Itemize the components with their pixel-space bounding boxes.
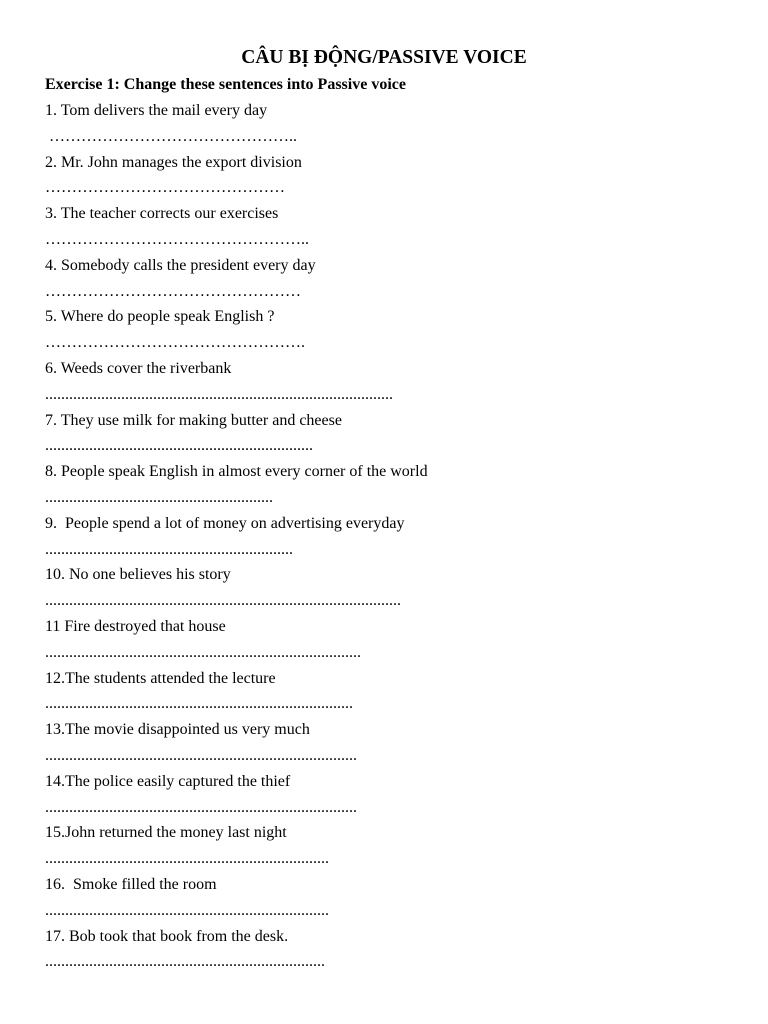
question-sentence: 16. Smoke filled the room — [45, 875, 217, 893]
exercise-item — [45, 98, 735, 150]
question-sentence: 9. People spend a lot of money on advertising everyday — [45, 514, 405, 532]
answer-blank-line: ....................................................................... — [45, 901, 329, 919]
worksheet-page — [45, 44, 735, 975]
exercise-item — [45, 511, 735, 563]
exercise-item — [45, 408, 735, 460]
question-sentence: 12.The students attended the lecture — [45, 669, 276, 687]
answer-blank-line: ...................................................................... — [45, 953, 325, 971]
answer-blank-line: ………………………………………….. — [45, 230, 309, 248]
question-sentence: 1. Tom delivers the mail every day — [45, 102, 268, 119]
exercise-item — [45, 924, 735, 976]
answer-blank-line: ……………………………………….. — [45, 127, 297, 145]
exercise-item — [45, 769, 735, 821]
answer-blank-line: ............................................................................. — [45, 695, 353, 713]
exercise-item — [45, 666, 735, 718]
question-sentence: 15.John returned the money last night — [45, 824, 287, 842]
question-sentence: 17. Bob took that book from the desk. — [45, 927, 289, 945]
question-sentence: 4. Somebody calls the president every day — [45, 256, 316, 274]
answer-blank-line: …………………………………………. — [45, 334, 305, 352]
answer-blank-line: ......................................................................................... — [45, 592, 401, 610]
question-sentence: 3. The teacher corrects our exercises — [45, 205, 279, 223]
question-sentence: 10. No one believes his story — [45, 566, 231, 584]
exercise-item — [45, 459, 735, 511]
exercise-item — [45, 304, 735, 356]
answer-blank-line: .............................................................................. — [45, 798, 357, 816]
question-sentence: 2. Mr. John manages the export division — [45, 153, 302, 171]
exercise-item — [45, 872, 735, 924]
answer-blank-line: ......................................................... — [45, 488, 273, 506]
exercise-item — [45, 820, 735, 872]
question-sentence: 5. Where do people speak English ? — [45, 308, 275, 326]
answer-blank-line: ………………………………………… — [45, 282, 301, 300]
answer-blank-line: ....................................................................................... — [45, 385, 393, 403]
exercise-list — [45, 98, 735, 975]
question-sentence: 11 Fire destroyed that house — [45, 617, 226, 635]
exercise-item — [45, 562, 735, 614]
question-sentence: 13.The movie disappointed us very much — [45, 721, 310, 739]
question-sentence: 14.The police easily captured the thief — [45, 772, 291, 790]
question-sentence: 6. Weeds cover the riverbank — [45, 359, 232, 377]
answer-blank-line: .............................................................................. — [45, 746, 357, 764]
answer-blank-line: .............................................................. — [45, 540, 293, 558]
question-sentence: 7. They use milk for making butter and cheese — [45, 411, 342, 429]
exercise-item — [45, 614, 735, 666]
exercise-item — [45, 150, 735, 202]
exercise-item — [45, 253, 735, 305]
page-title: CÂU BỊ ĐỘNG/PASSIVE VOICE — [241, 47, 527, 68]
answer-blank-line: ................................................................... — [45, 437, 313, 455]
exercise-heading: Exercise 1: Change these sentences into Passive voice — [45, 76, 406, 93]
answer-blank-line: ....................................................................... — [45, 850, 329, 868]
exercise-item — [45, 356, 735, 408]
answer-blank-line: ……………………………………… — [45, 179, 285, 197]
question-sentence: 8. People speak English in almost every corner of the world — [45, 463, 428, 481]
exercise-item — [45, 201, 735, 253]
answer-blank-line: ............................................................................... — [45, 643, 361, 661]
exercise-item — [45, 717, 735, 769]
